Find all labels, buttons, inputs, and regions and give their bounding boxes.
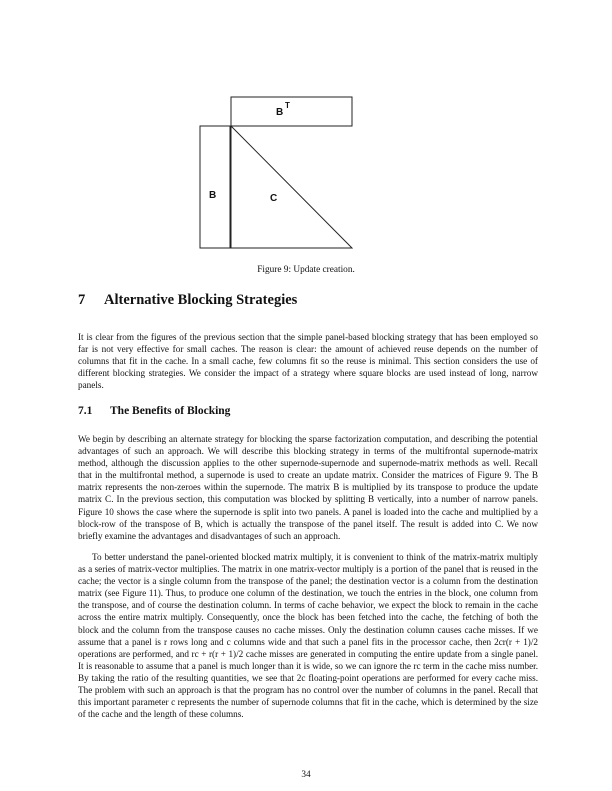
figure-caption: Figure 9: Update creation.	[257, 265, 355, 275]
body-paragraph: We begin by describing an alternate strategy for blocking the sparse factorization computation, and describing the potential advantages of such an approach. We will describe this blocking strategy in terms of the multifrontal supernode-matrix method, although the discussion applies to the other supernode-supernode and supernode-matrix methods as well. Recall that in the multifrontal method, a supernode is used to create an update matrix. Consider the matrices of Figure 9. The B matrix represents the non-zeroes within the supernode. The matrix B is multiplied by its transpose to produce the update matrix C. In the previous section, this computation was blocked by splitting B vertically, into a number of narrow panels. Figure 10 shows the case where the supernode is split into two panels. A panel is loaded into the cache and multiplied by a block-row of the transpose of B, which is actually the transpose of the panel itself. The result is added into C. We now briefly examine the advantages and disadvantages of such an approach.	[78, 434, 538, 541]
label-b-transpose-superscript: T	[285, 101, 290, 110]
section-heading	[78, 292, 297, 309]
body-paragraph: To better understand the panel-oriented blocked matrix multiply, it is convenient to think of the matrix-matrix multiply as a series of matrix-vector multiplies. The matrix in one matrix-vector multiply is a portion of the panel that is reused in the cache; the vector is a single column from the transpose of the panel; the destination vector is a column from the destination matrix (see Figure 11). Thus, to produce one column of the destination, we touch the entries in the block, one column from the transpose, and of course the destination column. In terms of cache behavior, we expect the block to remain in the cache across the entire matrix multiply. Consequently, once the block has been fetched into the cache, the fetching of both the block and the column from the transpose causes no cache misses. Only the destination column causes cache misses. If we assume that a panel is r rows long and c columns wide and that such a panel fits in the processor cache, then 2cr(r + 1)/2 operations are performed, and rc + r(r + 1)/2 cache misses are generated in computing the entire update from a single panel. It is reasonable to assume that a panel is much longer than it is wide, so we can ignore the rc term in the cache miss number. By taking the ratio of the resulting quantities, we see that 2c floating-point operations are performed for every cache miss. The problem with such an approach is that the program has no control over the number of columns in the panel. Recall that this important parameter c represents the number of supernode columns that fit in the cache, which is determined by the size of the cache and the length of these columns.	[78, 552, 538, 720]
section-intro-paragraph: It is clear from the figures of the previous section that the simple panel-based blocking strategy that has been employed so far is not very effective for small caches. The reason is clear: the amount of achieved reuse depends on the number of columns that fit in the cache. In a small cache, few columns fit so the reuse is minimal. This section considers the use of different blocking strategies. We consider the impact of a strategy where square blocks are used instead of long, narrow panels.	[78, 332, 538, 391]
page-number: 34	[301, 770, 311, 780]
label-b: B	[209, 190, 217, 201]
subsection-number: 7.1	[78, 405, 93, 417]
section-title: Alternative Blocking Strategies	[104, 292, 298, 308]
update-creation-diagram	[0, 0, 612, 280]
subsection-heading	[78, 405, 230, 417]
label-c: C	[270, 193, 278, 204]
label-b-transpose: B	[276, 107, 284, 118]
subsection-title: The Benefits of Blocking	[110, 405, 231, 417]
section-number: 7	[78, 292, 86, 308]
